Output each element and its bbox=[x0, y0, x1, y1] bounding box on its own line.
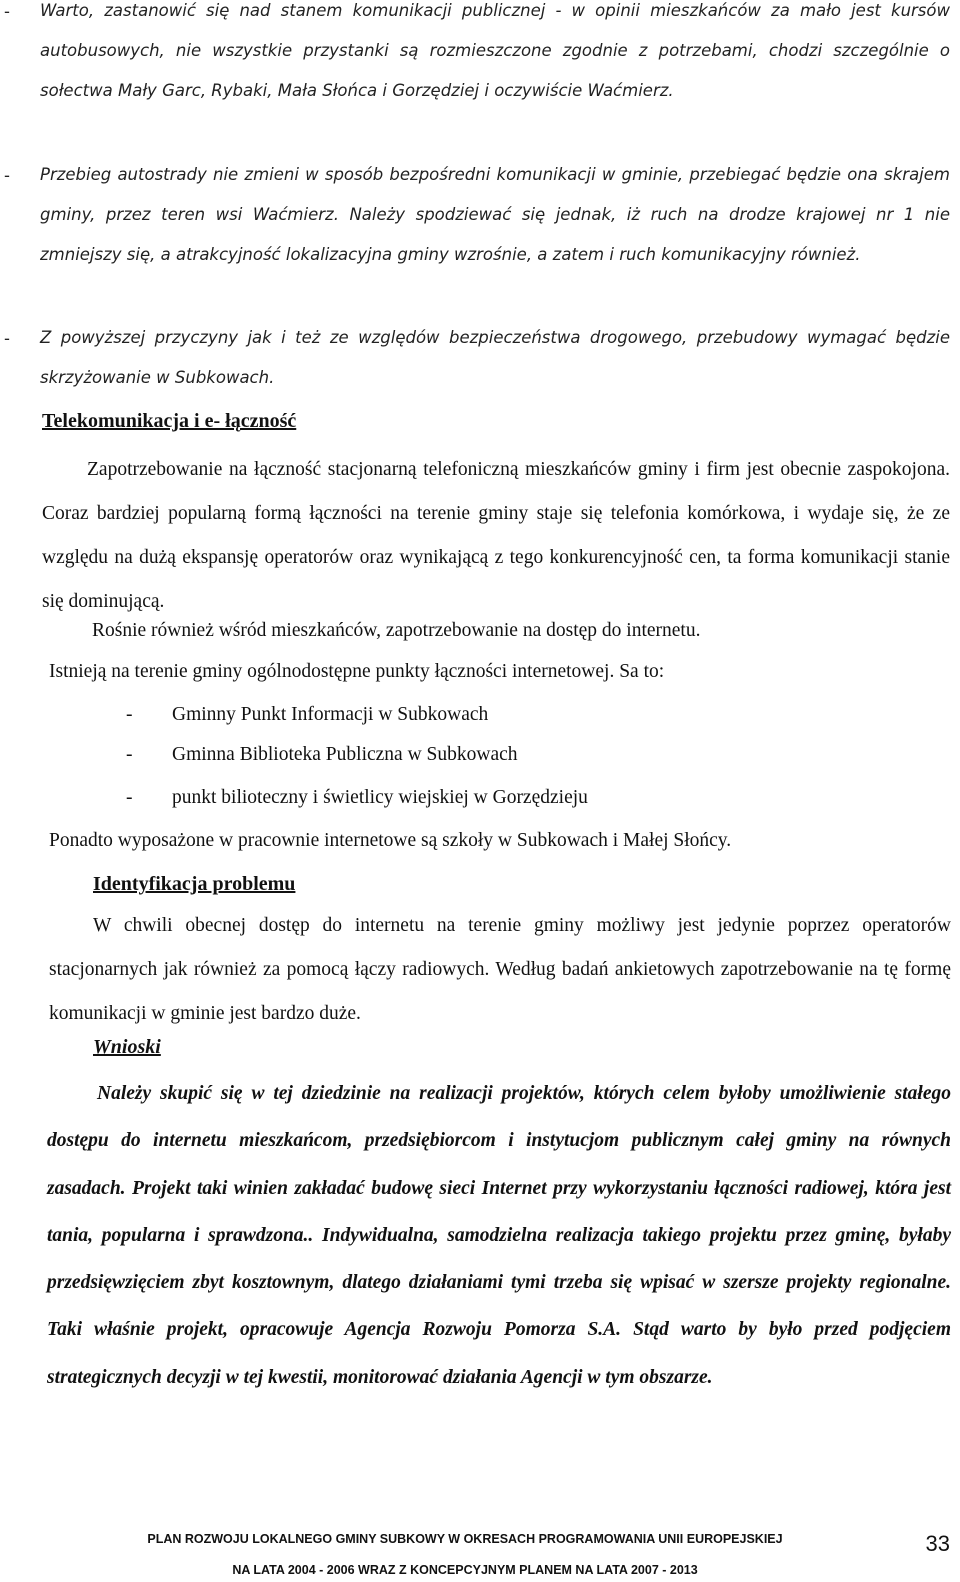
footer-title-line1: PLAN ROZWOJU LOKALNEGO GMINY SUBKOWY W OKRESACH PROGRAMOWANIA UNII EUROPEJSKIEJ bbox=[147, 1532, 783, 1546]
footer-title-line2: NA LATA 2004 - 2006 WRAZ Z KONCEPCYJNYM PLANEM NA LATA 2007 - 2013 bbox=[232, 1563, 698, 1577]
bullet-text: Z powyższej przyczyny jak i też ze względów bezpieczeństwa drogowego, przebudowy wymagać będzie skrzyżowanie w Subkowach. bbox=[40, 328, 950, 387]
conclusions-paragraph: Należy skupić się w tej dziedzinie na realizacji projektów, których celem byłoby umożliwienie stałego dostępu do internetu mieszkańcom, przedsiębiorcom i instytucjom publicznym całej gminy na równych zasadach. Projekt taki winien zakładać budowę sieci Internet przy wykorzystaniu łączności radiowej, która jest tania, popularna i sprawdzona.. Indywidualna, samodzielna realizacja takiego projektu przez gminę, byłaby przedsięwzięciem zbyt kosztownym, dlatego działaniami tymi trzeba się wpisać w szersze projekty regionalne. Taki właśnie projekt, opracowuje Agencja Rozwoju Pomorza S.A. Stąd warto by było przed podjęciem strategicznych decyzji w tej kwestii, monitorować działania Agencji w tym obszarze. bbox=[47, 1083, 951, 1388]
list-item bbox=[126, 704, 488, 726]
list-item-text: Gminny Punkt Informacji w Subkowach bbox=[172, 704, 489, 725]
section-heading-conclusions: Wnioski bbox=[93, 1036, 161, 1058]
list-dash: - bbox=[126, 744, 133, 765]
section-heading-problem: Identyfikacja problemu bbox=[93, 873, 296, 895]
telecom-paragraph: Zapotrzebowanie na łączność stacjonarną telefoniczną mieszkańców gminy i firm jest obecnie zaspokojona. Coraz bardziej popularną formą łączności na terenie gminy staje się telefonia komórkowa, i wydaje się, że ze względu na dużą ekspansję operatorów oraz wynikającą z tego konkurencyjność cen, ta forma komunikacji stanie się dominującą. bbox=[42, 459, 950, 612]
list-item-text: Gminna Biblioteka Publiczna w Subkowach bbox=[172, 744, 518, 765]
list-dash: - bbox=[126, 787, 133, 808]
list-item bbox=[126, 744, 518, 766]
section-heading-telecom: Telekomunikacja i e- łączność bbox=[42, 410, 297, 432]
bullet-dash: - bbox=[4, 329, 10, 348]
list-item bbox=[126, 787, 588, 809]
problem-paragraph: W chwili obecnej dostęp do internetu na terenie gminy możliwy jest jedynie poprzez operatorów stacjonarnych jak również za pomocą łączy radiowych. Według badań ankietowych zapotrzebowanie na tę formę komunikacji w gminie jest bardzo duże. bbox=[49, 915, 951, 1024]
schools-line: Ponadto wyposażone w pracownie internetowe są szkoły w Subkowach i Małej Słońcy. bbox=[49, 830, 732, 851]
bullet-dash: - bbox=[4, 2, 10, 21]
internet-demand-line: Rośnie również wśród mieszkańców, zapotrzebowanie na dostęp do internetu. bbox=[92, 620, 701, 641]
bullet-text: Przebieg autostrady nie zmieni w sposób bezpośredni komunikacji w gminie, przebiegać będzie ona skrajem gminy, przez teren wsi Waćmierz. Należy spodziewać się jednak, iż ruch na drodze krajowej nr 1 nie zmniejszy się, a atrakcyjność lokalizacyjna gminy wzrośnie, a zatem i ruch komunikacyjny również. bbox=[40, 165, 950, 264]
list-item-text: punkt bilioteczny i świetlicy wiejskiej w Gorzędzieju bbox=[172, 787, 588, 808]
page-number: 33 bbox=[925, 1531, 950, 1556]
access-points-line: Istnieją na terenie gminy ogólnodostępne punkty łączności internetowej. Sa to: bbox=[49, 661, 665, 682]
bullet-text: Warto, zastanowić się nad stanem komunikacji publicznej - w opinii mieszkańców za mało jest kursów autobusowych, nie wszystkie przystanki są rozmieszczone zgodnie z potrzebami, chodzi szczególnie o sołectwa Mały Garc, Rybaki, Mała Słońca i Gorzędziej i oczywiście Waćmierz. bbox=[40, 1, 950, 100]
bullet-dash: - bbox=[4, 166, 10, 185]
list-dash: - bbox=[126, 704, 133, 725]
